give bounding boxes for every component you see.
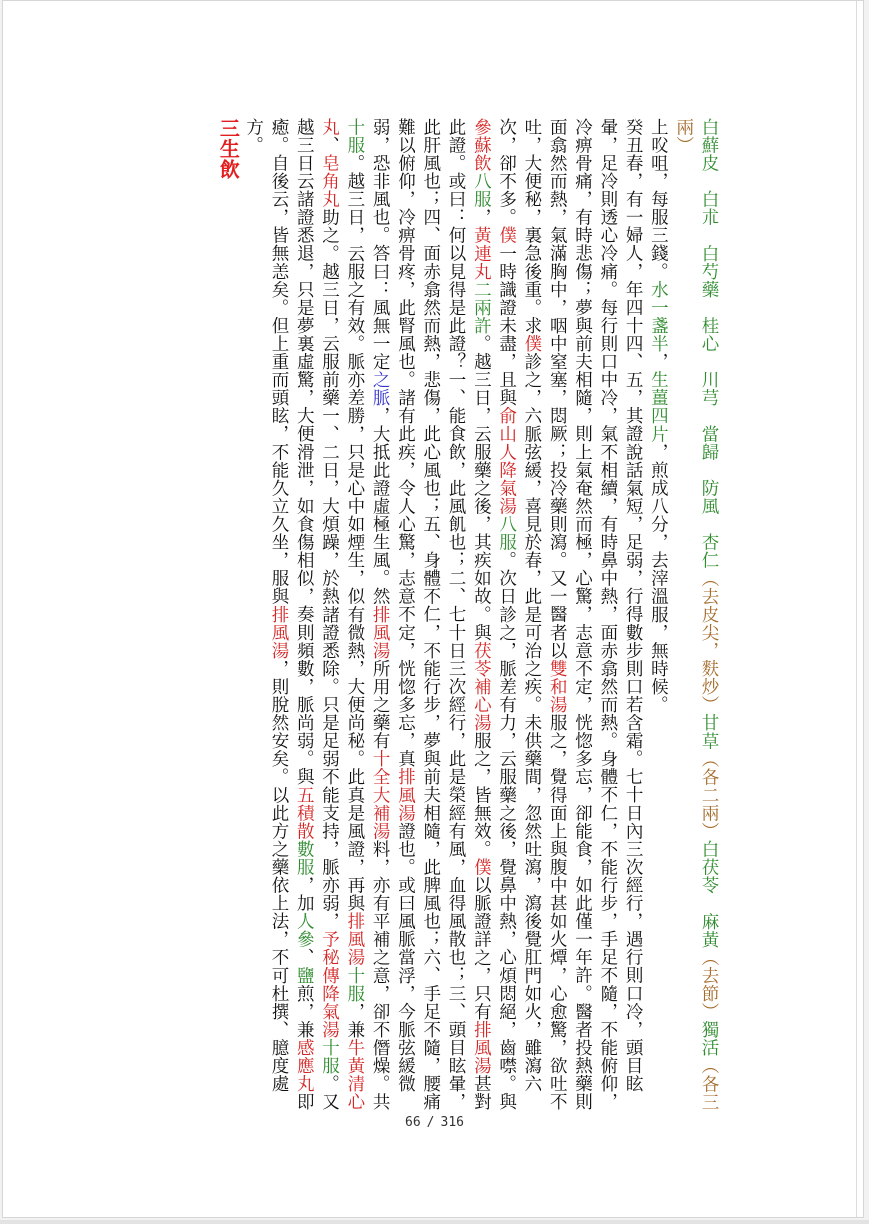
herb-term: 桂心: [699, 316, 719, 353]
herb-term: 杏仁: [699, 533, 719, 570]
body-text: 一時識證未盡，且與: [496, 244, 517, 407]
page-separator: /: [426, 1115, 435, 1130]
formula-name: 茯苓補心湯: [471, 641, 492, 732]
herb-term: 八服: [496, 515, 517, 552]
body-text: 助之。越三日，云服前藥一、二日，大煩躁，於熱諸證悉除。只是足弱不能支持，脈亦弱，: [319, 208, 340, 931]
body-text: 服之，覺得面上與腹中甚如火燂，心愈驚，欲吐不吐，大便秘，裏急後重。求: [521, 118, 568, 1111]
formula-name: 十全大補湯: [370, 749, 391, 841]
formula-name: 雙和湯: [547, 659, 568, 714]
body-text: 。越三日，云服之有效。脈亦差勝，只是心中如煙生，似有微熱，大便尚秘。此真是風證，再與: [344, 154, 365, 913]
body-text: ，大抵此證虛極生風。然: [370, 406, 391, 606]
herb-term: 人參: [294, 912, 315, 949]
formula-name: 牛黃清心丸: [319, 118, 365, 1111]
body-text: 證也。或曰風脈當浮，今脈弦緩微弱，恐非風也。答曰：風無一定: [370, 118, 416, 1093]
next-section-title: 三生飲: [216, 118, 241, 180]
herb-term: 十服: [319, 1038, 340, 1075]
formula-name: 僕: [471, 858, 492, 877]
formula-name: 排風湯: [268, 605, 289, 660]
body-text: 、: [319, 136, 340, 155]
vertical-text-block: [216, 118, 721, 1118]
body-text: [699, 353, 719, 371]
herb-term: 鹽: [294, 966, 315, 985]
formula-name: 予秘傳降氣湯: [319, 930, 340, 1039]
annotation-text: （各三兩）: [673, 118, 719, 1111]
herb-term: 白蘚皮: [699, 118, 719, 173]
body-text: ，煎成八分，去滓溫服，無時候。: [648, 442, 669, 714]
formula-name: 皂角丸: [319, 154, 340, 209]
body-text: 。次日診之，脈差有力，云服藥之後，覺鼻中熱，心煩悶絕，齒噤。與: [496, 551, 517, 1111]
page-edge-line: [856, 1, 857, 1218]
body-text: 即癒。自後云，皆無恙矣。但上重而頭眩，不能久立久坐，服與: [268, 118, 315, 1111]
herb-term: 白朮: [699, 190, 719, 227]
body-text: 上㕮咀，每服三錢。: [648, 118, 669, 281]
body-text: [699, 299, 719, 317]
annotation-text: （去皮尖，麩炒）: [699, 569, 719, 714]
annotation-text: 之脈: [370, 370, 391, 407]
formula-name: 感應丸: [294, 1038, 315, 1093]
herb-term: 數服: [294, 840, 315, 877]
herb-term: 白芍藥: [699, 244, 719, 299]
body-text: 服之，皆無效。: [471, 731, 492, 859]
formula-name: 參蘇飲: [471, 118, 492, 173]
body-text: 、: [294, 948, 315, 967]
annotation-text: （去節）: [699, 948, 719, 1021]
body-text: 癸丑春，有一婦人，年四十四、五，其證說話氣短，足弱，行得數步則口若含霜。七十日內三次經行，遇行則口冷，頭目眩暈，足冷則透心冷痛。每行則口中冷，氣不相續，有時鼻中熱，面赤翕然而熱。身體不仁，不能行步，手足不隨，不能俯仰，冷痹骨痛，有時悲傷；夢與前夫相隨，則上氣奄然而極，心驚，志意不定，恍惚多忘，卻能食，如此僅一年許。醫者投熱藥則面翕然而熱，氣滿胸中，咽中窒塞，悶厥；投冷藥則瀉。又一醫者以: [547, 118, 644, 1111]
scroll-edge: [0, 1220, 869, 1224]
herb-term: 二兩許: [471, 280, 492, 335]
case-record: [240, 118, 645, 1118]
formula-name: 俞山人降氣湯: [496, 406, 517, 516]
body-text: 以脈證詳之，只有: [471, 876, 492, 1021]
herb-term: 川芎: [699, 370, 719, 407]
formula-name: 僕: [496, 226, 517, 245]
body-text: ，則脫然安矣。以此方之藥依上法，不可杜撰、臆度處方。: [243, 118, 289, 1093]
herb-term: 生薑四片: [648, 370, 669, 443]
herb-term: 十服: [344, 966, 365, 1003]
body-text: [699, 407, 719, 425]
annotation-text: （各二兩）: [699, 749, 719, 841]
document-page: [2, 0, 864, 1218]
body-text: ，: [471, 208, 492, 227]
body-text: ，加: [294, 876, 315, 913]
herb-term: 當歸: [699, 424, 719, 462]
body-text: [699, 461, 719, 479]
formula-name: 黃連丸: [471, 226, 492, 281]
page-number: [0, 1115, 869, 1130]
total-pages: 316: [440, 1115, 464, 1130]
herb-term: 獨活: [699, 1020, 719, 1057]
herb-term: 水一盞半: [648, 280, 669, 353]
formula-name: 五積散: [294, 785, 315, 841]
herb-term: 白茯苓: [699, 840, 719, 895]
current-page: 66: [405, 1115, 421, 1130]
herb-term: 防風: [699, 479, 719, 516]
body-text: 診之，六脈弦緩，喜見於春，此是可治之疾。未供藥間，忽然吐瀉，瀉後覺肛門如火，雖瀉六次，卻不多。: [496, 118, 542, 1093]
herb-term: 麻黃: [699, 912, 719, 949]
herb-term: 八服: [471, 172, 492, 209]
formula-method: [645, 118, 670, 1118]
body-text: ，: [648, 352, 669, 371]
body-text: [699, 515, 719, 533]
herb-term: 甘草: [699, 713, 719, 750]
formula-name: 排風湯: [471, 1020, 492, 1075]
formula-name: 排風湯: [344, 912, 365, 967]
body-text: 甚對此證。或曰：何以見得是此證？一、能食飲，此風飢也；二、七十日三次經行，此是榮經有風，血得風散也；三、頭目眩暈，此肝風也；四、面赤翕然而熱，悲傷，此心風也；五、身體不仁，不能行步，夢與前夫相隨，此脾風也；六、手足不隨，腰痛難以俯仰，冷痹骨疼，此腎風也。諸有此疾，令人心驚，志意不定，恍惚多忘，真: [395, 118, 492, 1111]
formula-name: 排風湯: [370, 605, 391, 660]
body-text: [699, 172, 719, 190]
body-text: [699, 226, 719, 244]
body-text: 。越三日，云服藥之後，其疾如故。與: [471, 334, 492, 642]
formula-ingredients: [670, 118, 721, 1118]
body-text: [699, 894, 719, 912]
body-text: 。又越三日云諸證悉退，只是夢裏虛驚，大便滑泄，如食傷相似，奏則頻數，脈尚弱。與: [294, 118, 340, 1111]
formula-name: 排風湯: [395, 767, 416, 822]
body-text: 所用之藥有: [370, 659, 391, 750]
body-text: 煎，兼: [294, 984, 315, 1039]
herb-term: 十服: [344, 118, 365, 155]
body-text: 料，亦有平補之意，卻不僭燥。共: [370, 840, 391, 1111]
formula-name: 僕: [521, 334, 542, 353]
body-text: ，兼: [344, 1002, 365, 1039]
